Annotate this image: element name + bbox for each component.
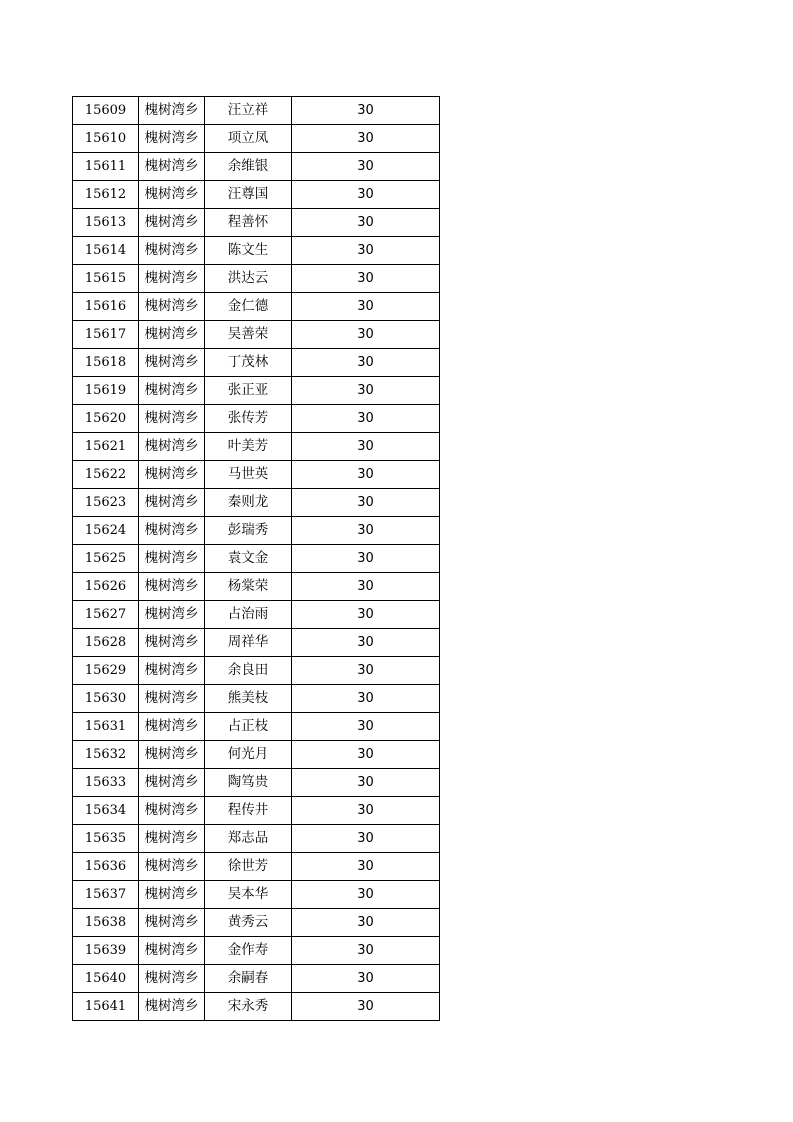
table-row bbox=[73, 629, 440, 657]
table-row bbox=[73, 993, 440, 1021]
amount-cell: 30 bbox=[292, 601, 440, 629]
amount-cell: 30 bbox=[292, 713, 440, 741]
township-cell: 槐树湾乡 bbox=[139, 209, 205, 237]
township-cell: 槐树湾乡 bbox=[139, 237, 205, 265]
table-row bbox=[73, 265, 440, 293]
person-name-cell: 郑志品 bbox=[205, 825, 292, 853]
person-name-cell: 余维银 bbox=[205, 153, 292, 181]
table-row bbox=[73, 209, 440, 237]
person-name-cell: 熊美枝 bbox=[205, 685, 292, 713]
township-cell: 槐树湾乡 bbox=[139, 377, 205, 405]
amount-cell: 30 bbox=[292, 153, 440, 181]
id-cell: 15638 bbox=[73, 909, 139, 937]
township-cell: 槐树湾乡 bbox=[139, 265, 205, 293]
person-name-cell: 吴本华 bbox=[205, 881, 292, 909]
table-row bbox=[73, 601, 440, 629]
id-cell: 15610 bbox=[73, 125, 139, 153]
table-row bbox=[73, 545, 440, 573]
person-name-cell: 陶笃贵 bbox=[205, 769, 292, 797]
table-row bbox=[73, 293, 440, 321]
table-row bbox=[73, 237, 440, 265]
person-name-cell: 陈文生 bbox=[205, 237, 292, 265]
person-name-cell: 项立凤 bbox=[205, 125, 292, 153]
id-cell: 15635 bbox=[73, 825, 139, 853]
amount-cell: 30 bbox=[292, 937, 440, 965]
table-row bbox=[73, 377, 440, 405]
amount-cell: 30 bbox=[292, 853, 440, 881]
id-cell: 15616 bbox=[73, 293, 139, 321]
township-cell: 槐树湾乡 bbox=[139, 545, 205, 573]
township-cell: 槐树湾乡 bbox=[139, 881, 205, 909]
id-cell: 15641 bbox=[73, 993, 139, 1021]
table-body bbox=[73, 97, 440, 1021]
id-cell: 15612 bbox=[73, 181, 139, 209]
township-cell: 槐树湾乡 bbox=[139, 573, 205, 601]
person-name-cell: 吴善荣 bbox=[205, 321, 292, 349]
person-name-cell: 余嗣春 bbox=[205, 965, 292, 993]
amount-cell: 30 bbox=[292, 909, 440, 937]
id-cell: 15620 bbox=[73, 405, 139, 433]
amount-cell: 30 bbox=[292, 545, 440, 573]
id-cell: 15634 bbox=[73, 797, 139, 825]
table-row bbox=[73, 881, 440, 909]
amount-cell: 30 bbox=[292, 405, 440, 433]
person-name-cell: 余良田 bbox=[205, 657, 292, 685]
person-name-cell: 占治雨 bbox=[205, 601, 292, 629]
amount-cell: 30 bbox=[292, 237, 440, 265]
id-cell: 15627 bbox=[73, 601, 139, 629]
id-cell: 15623 bbox=[73, 489, 139, 517]
table-row bbox=[73, 489, 440, 517]
amount-cell: 30 bbox=[292, 321, 440, 349]
table-row bbox=[73, 405, 440, 433]
person-name-cell: 张正亚 bbox=[205, 377, 292, 405]
id-cell: 15618 bbox=[73, 349, 139, 377]
person-name-cell: 金作寿 bbox=[205, 937, 292, 965]
township-cell: 槐树湾乡 bbox=[139, 993, 205, 1021]
township-cell: 槐树湾乡 bbox=[139, 125, 205, 153]
person-name-cell: 周祥华 bbox=[205, 629, 292, 657]
township-cell: 槐树湾乡 bbox=[139, 797, 205, 825]
table-row bbox=[73, 461, 440, 489]
person-name-cell: 何光月 bbox=[205, 741, 292, 769]
township-cell: 槐树湾乡 bbox=[139, 825, 205, 853]
table-row bbox=[73, 97, 440, 125]
person-name-cell: 金仁德 bbox=[205, 293, 292, 321]
township-cell: 槐树湾乡 bbox=[139, 909, 205, 937]
township-cell: 槐树湾乡 bbox=[139, 153, 205, 181]
township-cell: 槐树湾乡 bbox=[139, 965, 205, 993]
township-cell: 槐树湾乡 bbox=[139, 489, 205, 517]
table-row bbox=[73, 825, 440, 853]
table-row bbox=[73, 685, 440, 713]
id-cell: 15613 bbox=[73, 209, 139, 237]
amount-cell: 30 bbox=[292, 489, 440, 517]
person-name-cell: 黄秀云 bbox=[205, 909, 292, 937]
amount-cell: 30 bbox=[292, 881, 440, 909]
township-cell: 槐树湾乡 bbox=[139, 769, 205, 797]
id-cell: 15636 bbox=[73, 853, 139, 881]
amount-cell: 30 bbox=[292, 181, 440, 209]
table-row bbox=[73, 965, 440, 993]
amount-cell: 30 bbox=[292, 657, 440, 685]
id-cell: 15621 bbox=[73, 433, 139, 461]
table-row bbox=[73, 769, 440, 797]
amount-cell: 30 bbox=[292, 97, 440, 125]
id-cell: 15626 bbox=[73, 573, 139, 601]
township-cell: 槐树湾乡 bbox=[139, 601, 205, 629]
id-cell: 15631 bbox=[73, 713, 139, 741]
amount-cell: 30 bbox=[292, 377, 440, 405]
table-row bbox=[73, 433, 440, 461]
table-row bbox=[73, 713, 440, 741]
table-row bbox=[73, 321, 440, 349]
township-cell: 槐树湾乡 bbox=[139, 97, 205, 125]
amount-cell: 30 bbox=[292, 993, 440, 1021]
person-name-cell: 徐世芳 bbox=[205, 853, 292, 881]
id-cell: 15632 bbox=[73, 741, 139, 769]
table-row bbox=[73, 125, 440, 153]
township-cell: 槐树湾乡 bbox=[139, 713, 205, 741]
person-name-cell: 汪立祥 bbox=[205, 97, 292, 125]
township-cell: 槐树湾乡 bbox=[139, 853, 205, 881]
amount-cell: 30 bbox=[292, 125, 440, 153]
id-cell: 15609 bbox=[73, 97, 139, 125]
amount-cell: 30 bbox=[292, 293, 440, 321]
table-row bbox=[73, 517, 440, 545]
table-row bbox=[73, 937, 440, 965]
id-cell: 15629 bbox=[73, 657, 139, 685]
data-table bbox=[72, 96, 440, 1021]
table-row bbox=[73, 853, 440, 881]
person-name-cell: 杨棠荣 bbox=[205, 573, 292, 601]
township-cell: 槐树湾乡 bbox=[139, 433, 205, 461]
person-name-cell: 丁茂林 bbox=[205, 349, 292, 377]
township-cell: 槐树湾乡 bbox=[139, 685, 205, 713]
person-name-cell: 秦则龙 bbox=[205, 489, 292, 517]
amount-cell: 30 bbox=[292, 741, 440, 769]
amount-cell: 30 bbox=[292, 769, 440, 797]
id-cell: 15624 bbox=[73, 517, 139, 545]
person-name-cell: 张传芳 bbox=[205, 405, 292, 433]
township-cell: 槐树湾乡 bbox=[139, 461, 205, 489]
township-cell: 槐树湾乡 bbox=[139, 741, 205, 769]
township-cell: 槐树湾乡 bbox=[139, 657, 205, 685]
id-cell: 15614 bbox=[73, 237, 139, 265]
amount-cell: 30 bbox=[292, 685, 440, 713]
amount-cell: 30 bbox=[292, 629, 440, 657]
table-row bbox=[73, 797, 440, 825]
id-cell: 15640 bbox=[73, 965, 139, 993]
township-cell: 槐树湾乡 bbox=[139, 293, 205, 321]
amount-cell: 30 bbox=[292, 825, 440, 853]
amount-cell: 30 bbox=[292, 965, 440, 993]
amount-cell: 30 bbox=[292, 209, 440, 237]
table-row bbox=[73, 657, 440, 685]
person-name-cell: 宋永秀 bbox=[205, 993, 292, 1021]
table-row bbox=[73, 349, 440, 377]
township-cell: 槐树湾乡 bbox=[139, 937, 205, 965]
amount-cell: 30 bbox=[292, 349, 440, 377]
id-cell: 15628 bbox=[73, 629, 139, 657]
table-row bbox=[73, 573, 440, 601]
township-cell: 槐树湾乡 bbox=[139, 405, 205, 433]
amount-cell: 30 bbox=[292, 461, 440, 489]
id-cell: 15622 bbox=[73, 461, 139, 489]
table-row bbox=[73, 741, 440, 769]
id-cell: 15619 bbox=[73, 377, 139, 405]
amount-cell: 30 bbox=[292, 265, 440, 293]
table-row bbox=[73, 909, 440, 937]
township-cell: 槐树湾乡 bbox=[139, 321, 205, 349]
township-cell: 槐树湾乡 bbox=[139, 517, 205, 545]
id-cell: 15617 bbox=[73, 321, 139, 349]
person-name-cell: 程善怀 bbox=[205, 209, 292, 237]
id-cell: 15637 bbox=[73, 881, 139, 909]
person-name-cell: 马世英 bbox=[205, 461, 292, 489]
person-name-cell: 汪尊国 bbox=[205, 181, 292, 209]
amount-cell: 30 bbox=[292, 517, 440, 545]
id-cell: 15633 bbox=[73, 769, 139, 797]
table-row bbox=[73, 181, 440, 209]
person-name-cell: 洪达云 bbox=[205, 265, 292, 293]
id-cell: 15630 bbox=[73, 685, 139, 713]
township-cell: 槐树湾乡 bbox=[139, 629, 205, 657]
person-name-cell: 叶美芳 bbox=[205, 433, 292, 461]
id-cell: 15625 bbox=[73, 545, 139, 573]
id-cell: 15639 bbox=[73, 937, 139, 965]
person-name-cell: 程传井 bbox=[205, 797, 292, 825]
amount-cell: 30 bbox=[292, 797, 440, 825]
amount-cell: 30 bbox=[292, 433, 440, 461]
table-row bbox=[73, 153, 440, 181]
township-cell: 槐树湾乡 bbox=[139, 181, 205, 209]
id-cell: 15615 bbox=[73, 265, 139, 293]
id-cell: 15611 bbox=[73, 153, 139, 181]
person-name-cell: 袁文金 bbox=[205, 545, 292, 573]
person-name-cell: 彭瑞秀 bbox=[205, 517, 292, 545]
person-name-cell: 占正枝 bbox=[205, 713, 292, 741]
township-cell: 槐树湾乡 bbox=[139, 349, 205, 377]
amount-cell: 30 bbox=[292, 573, 440, 601]
